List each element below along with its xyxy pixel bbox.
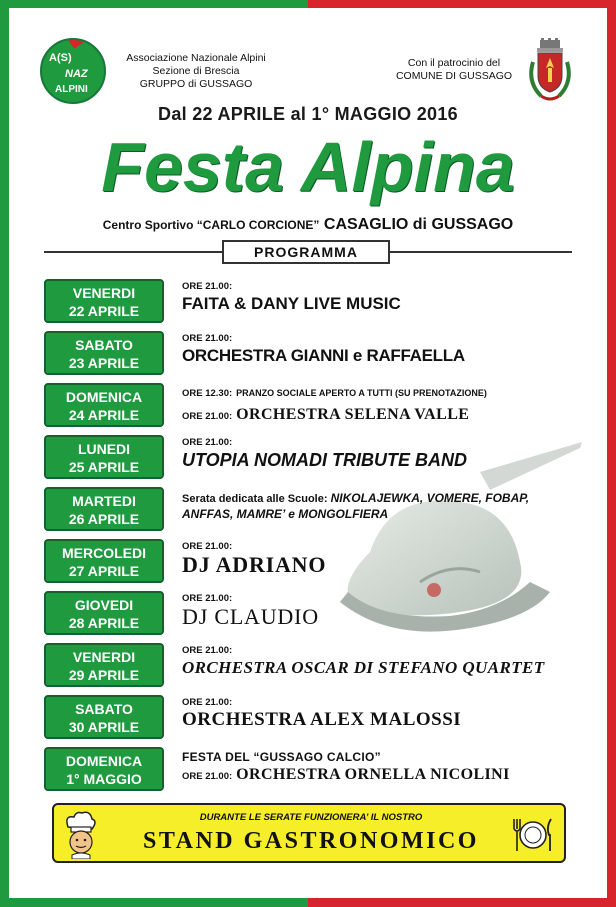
day-badge: VENERDI 29 APRILE: [44, 643, 164, 687]
performer: ORCHESTRA OSCAR DI STEFANO QUARTET: [182, 658, 545, 677]
association-group: GRUPPO di GUSSAGO: [139, 78, 253, 90]
day-badge: VENERDI 22 APRILE: [44, 279, 164, 323]
event-details: ORE 21.00: DJ ADRIANO: [182, 541, 574, 577]
association-info: [108, 52, 284, 91]
schedule-row: [44, 435, 574, 481]
patronage-info: Con il patrocinio del COMUNE DI GUSSAGO: [395, 57, 513, 82]
event-details: ORE 21.00: DJ CLAUDIO: [182, 593, 574, 629]
performer: DJ CLAUDIO: [182, 604, 319, 629]
performer: UTOPIA NOMADI TRIBUTE BAND: [182, 450, 467, 470]
day-badge: SABATO 30 APRILE: [44, 695, 164, 739]
performer: ORCHESTRA ALEX MALOSSI: [182, 709, 462, 730]
event-details: ORE 21.00: ORCHESTRA ALEX MALOSSI: [182, 697, 574, 731]
event-details: ORE 21.00: FAITA & DANY LIVE MUSIC: [182, 281, 574, 315]
event-details: ORE 12.30: PRANZO SOCIALE APERTO A TUTTI (SU PRENOTAZIONE) ORE 21.00: ORCHESTRA SELENA VALLE: [182, 385, 574, 426]
performer: DJ ADRIANO: [182, 552, 327, 577]
association-name: Associazione Nazionale Alpini: [126, 52, 266, 64]
event-venue: Centro Sportivo “CARLO CORCIONE” CASAGLIO di GUSSAGO: [102, 216, 514, 233]
event-note: PRANZO SOCIALE APERTO A TUTTI (SU PRENOTAZIONE): [236, 388, 487, 398]
event-details: ORE 21.00: ORCHESTRA GIANNI e RAFFAELLA: [182, 333, 574, 367]
event-details: Serata dedicata alle Scuole: NIKOLAJEWKA, VOMERE, FOBAP, ANFFAS, MAMRE’ e MONGOLFIERA: [182, 491, 530, 521]
association-section: Sezione di Brescia: [152, 65, 240, 77]
day-badge: SABATO 23 APRILE: [44, 331, 164, 375]
event-details: FESTA DEL “GUSSAGO CALCIO” ORE 21.00: ORCHESTRA ORNELLA NICOLINI: [182, 749, 574, 785]
day-badge: LUNEDI 25 APRILE: [44, 435, 164, 479]
schedule-row: [44, 331, 574, 377]
schedule-row: [44, 643, 574, 689]
schedule-row: [44, 747, 574, 793]
event-title: Festa Alpina: [101, 128, 515, 206]
performer: FAITA & DANY LIVE MUSIC: [182, 294, 401, 313]
stand-caption: DURANTE LE SERATE FUNZIONERA’ IL NOSTRO: [199, 812, 423, 823]
food-stand-banner: [52, 803, 566, 863]
performer: ORCHESTRA GIANNI e RAFFAELLA: [182, 346, 465, 365]
event-dates: Dal 22 APRILE al 1° MAGGIO 2016: [158, 104, 458, 124]
ana-logo: A(S) NAZ ALPINI: [40, 38, 106, 104]
schedule-row: [44, 539, 574, 585]
day-badge: GIOVEDI 28 APRILE: [44, 591, 164, 635]
event-note: FESTA DEL “GUSSAGO CALCIO”: [182, 750, 381, 764]
day-badge: MARTEDI 26 APRILE: [44, 487, 164, 531]
schedule-row: [44, 487, 574, 533]
schedule-row: [44, 383, 574, 429]
event-details: ORE 21.00: ORCHESTRA OSCAR DI STEFANO QUARTET: [182, 645, 574, 679]
cutlery-plate-icon: [510, 815, 556, 855]
program-label: PROGRAMMA: [222, 240, 390, 264]
day-badge: MERCOLEDI 27 APRILE: [44, 539, 164, 583]
performer: ORCHESTRA SELENA VALLE: [236, 406, 470, 423]
day-badge: DOMENICA 1° MAGGIO: [44, 747, 164, 791]
stand-title: STAND GASTRONOMICO: [143, 828, 479, 854]
schedule-row: [44, 695, 574, 741]
performer: ORCHESTRA ORNELLA NICOLINI: [236, 766, 510, 783]
schedule-row: [44, 279, 574, 325]
schedule-row: [44, 591, 574, 637]
day-badge: DOMENICA 24 APRILE: [44, 383, 164, 427]
event-details: ORE 21.00: UTOPIA NOMADI TRIBUTE BAND: [182, 437, 574, 471]
municipal-coat-of-arms-icon: [527, 38, 573, 104]
